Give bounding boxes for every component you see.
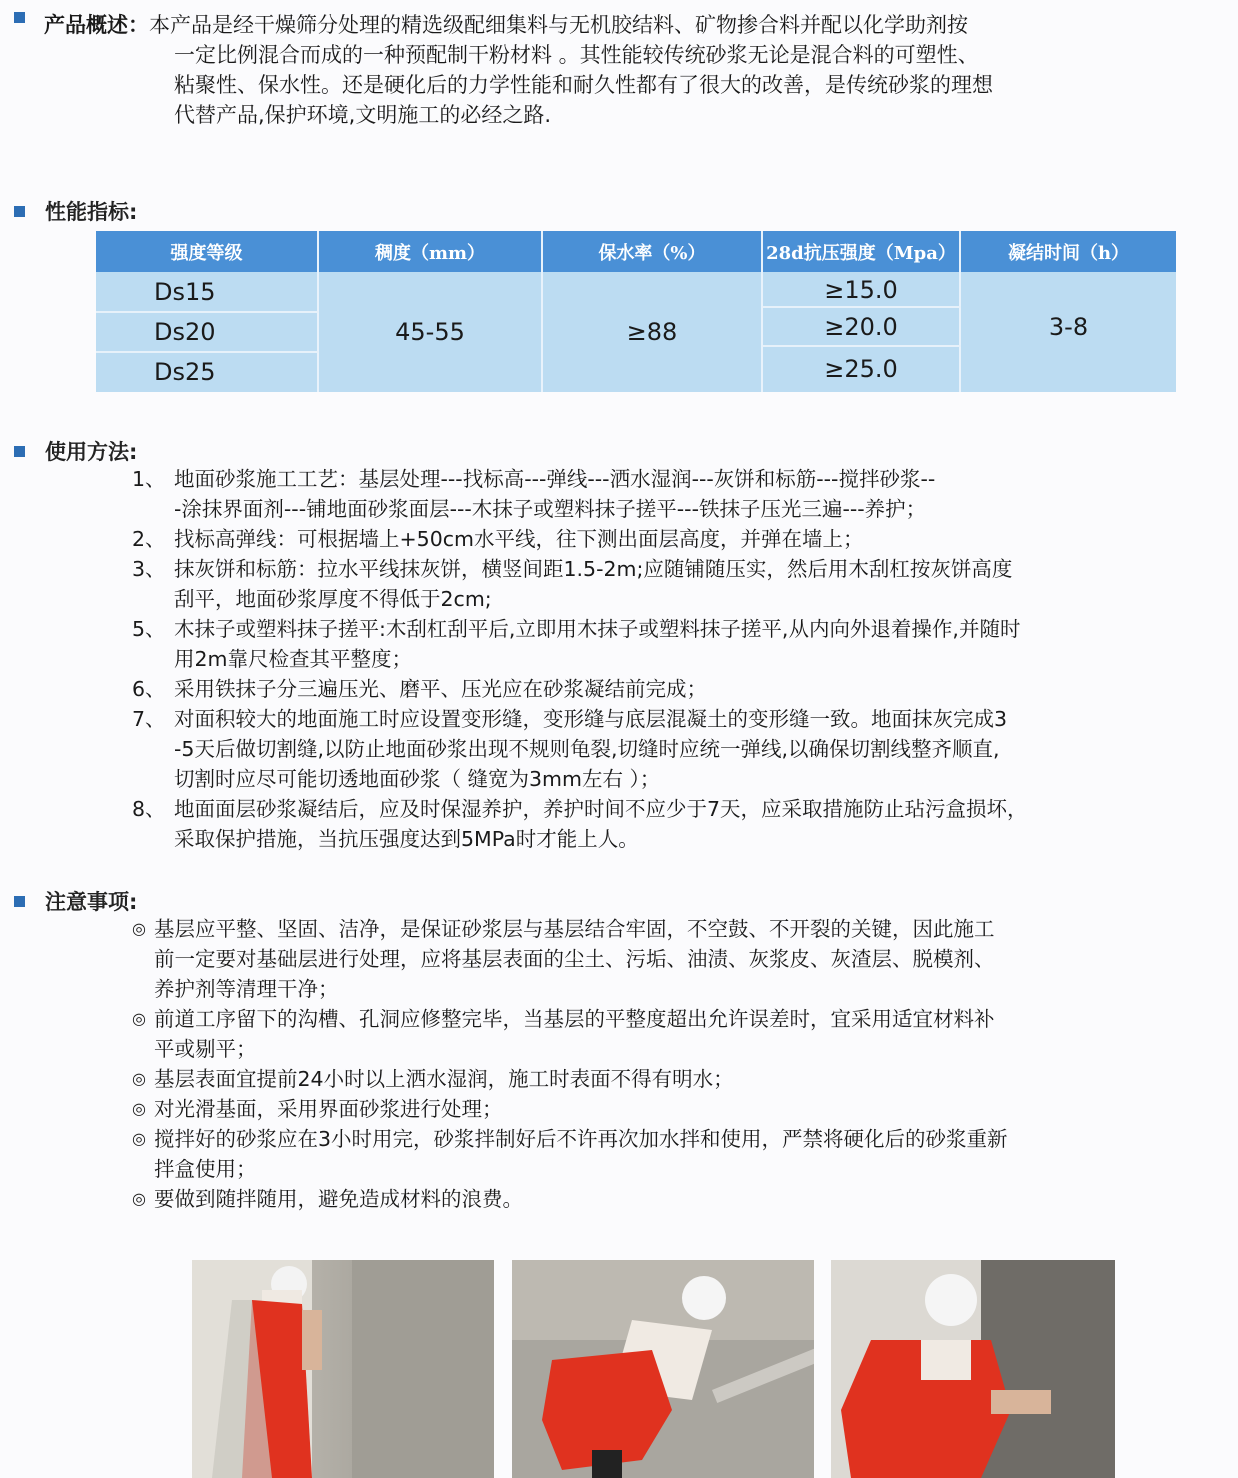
usage-item-text: [174, 674, 1232, 704]
double-circle-icon: ◎: [132, 1189, 146, 1208]
usage-item-line: 采取保护措施，当抗压强度达到5MPa时才能上人。: [174, 827, 639, 851]
usage-item-line: 刮平，地面砂浆厚度不得低于2cm;: [174, 587, 492, 611]
row-divider: [763, 345, 961, 347]
overview-line: 代替产品,保护环境,文明施工的必经之路.: [174, 103, 552, 127]
note-item-text: [154, 1124, 1232, 1184]
grade-cell: Ds25: [96, 352, 319, 392]
strength-cell: ≥25.0: [763, 346, 961, 392]
usage-item-text: [174, 704, 1232, 794]
usage-item-number: 8、: [132, 797, 166, 821]
note-item-line: 基层表面宜提前24小时以上洒水湿润，施工时表面不得有明水；: [154, 1067, 734, 1091]
usage-item-number: 1、: [132, 467, 166, 491]
double-circle-icon: ◎: [132, 919, 146, 938]
note-item-line: 养护剂等清理干净；: [154, 977, 339, 1001]
note-item-line: 前一定要对基础层进行处理，应将基层表面的尘土、污垢、油渍、灰浆皮、灰渣层、脱模剂、: [154, 947, 995, 971]
usage-item: [132, 674, 1232, 704]
usage-item: [132, 524, 1232, 554]
usage-item-line: 木抹子或塑料抹子搓平:木刮杠刮平后,立即用木抹子或塑料抹子搓平,从内向外退着操作,并随时: [174, 617, 1021, 641]
usage-item-line: 地面砂浆施工工艺：基层处理---找标高---弹线---洒水湿润---灰饼和标筋---搅拌砂浆--: [174, 467, 936, 491]
usage-item-number: 7、: [132, 707, 166, 731]
intro-bullet-row: [14, 12, 45, 23]
row-divider: [763, 306, 961, 308]
grade-cell: Ds15: [96, 272, 319, 312]
note-item-line: 前道工序留下的沟槽、孔洞应修整完毕，当基层的平整度超出允许误差时，宜采用适宜材料补: [154, 1007, 995, 1031]
note-item: [132, 1094, 1232, 1124]
double-circle-icon: ◎: [132, 1099, 146, 1118]
notes-heading: [14, 886, 137, 916]
square-bullet-icon: [14, 896, 25, 907]
note-item-line: 平或剔平；: [154, 1037, 257, 1061]
note-item-line: 对光滑基面，采用界面砂浆进行处理；: [154, 1097, 503, 1121]
note-item-text: [154, 1094, 1232, 1124]
note-item-text: [154, 1004, 1232, 1064]
usage-item-line: 抹灰饼和标筋：拉水平线抹灰饼，横竖间距1.5-2m;应随铺随压实，然后用木刮杠按灰饼高度: [174, 557, 1013, 581]
note-item: [132, 1184, 1232, 1214]
header-setting-time: 凝结时间（h）: [961, 231, 1176, 272]
usage-item-number: 2、: [132, 527, 166, 551]
usage-item-text: [174, 554, 1232, 614]
double-circle-icon: ◎: [132, 1129, 146, 1148]
overview-line: 粘聚性、保水性。还是硬化后的力学性能和耐久性都有了很大的改善，是传统砂浆的理想: [174, 73, 993, 97]
worker-floor-photo: [512, 1260, 814, 1478]
note-item-text: [154, 1184, 1232, 1214]
note-item: [132, 1124, 1232, 1184]
usage-list: [132, 464, 1232, 854]
usage-item-line: 对面积较大的地面施工时应设置变形缝，变形缝与底层混凝土的变形缝一致。地面抹灰完成3: [174, 707, 1008, 731]
performance-heading-label: 性能指标:: [45, 200, 138, 224]
grade-cell: Ds20: [96, 312, 319, 352]
notes-list: [132, 914, 1232, 1214]
worker-corner-photo: [831, 1260, 1115, 1478]
usage-item: [132, 464, 1232, 524]
usage-heading-label: 使用方法:: [45, 440, 138, 464]
row-divider: [96, 351, 319, 353]
strength-cell: ≥15.0: [763, 272, 961, 307]
note-item: [132, 1004, 1232, 1064]
note-item-line: 基层应平整、坚固、洁净，是保证砂浆层与基层结合牢固，不空鼓、不开裂的关键，因此施工: [154, 917, 995, 941]
double-circle-icon: ◎: [132, 1069, 146, 1088]
overview-line: 一定比例混合而成的一种预配制干粉材料 。其性能较传统砂浆无论是混合料的可塑性、: [174, 43, 979, 67]
usage-item-line: 找标高弹线：可根据墙上+50cm水平线，往下测出面层高度，并弹在墙上；: [174, 527, 864, 551]
consistency-cell: 45-55: [319, 272, 543, 392]
usage-item-text: [174, 614, 1232, 674]
usage-item: [132, 554, 1232, 614]
notes-heading-label: 注意事项:: [45, 890, 138, 914]
note-item-line: 搅拌好的砂浆应在3小时用完，砂浆拌制好后不许再次加水拌和使用，严禁将硬化后的砂浆重新: [154, 1127, 1008, 1151]
note-item-text: [154, 914, 1232, 1004]
usage-item-line: 切割时应尽可能切透地面砂浆（ 缝宽为3mm左右 ）；: [174, 767, 661, 791]
square-bullet-icon: [14, 206, 25, 217]
strength-cell: ≥20.0: [763, 307, 961, 346]
square-bullet-icon: [14, 446, 25, 457]
performance-heading: [14, 196, 137, 226]
double-circle-icon: ◎: [132, 1009, 146, 1028]
note-item-line: 要做到随拌随用，避免造成材料的浪费。: [154, 1187, 523, 1211]
product-overview: [44, 10, 1194, 130]
usage-item-text: [174, 464, 1232, 524]
usage-heading: [14, 436, 137, 466]
performance-table: [96, 231, 1176, 392]
note-item: [132, 914, 1232, 1004]
usage-item: [132, 794, 1232, 854]
note-item-text: [154, 1064, 1232, 1094]
usage-item-text: [174, 794, 1232, 854]
usage-item-line: -5天后做切割缝,以防止地面砂浆出现不规则龟裂,切缝时应统一弹线,以确保切割线整齐顺直,: [174, 737, 1000, 761]
row-divider: [96, 311, 319, 313]
usage-item-number: 5、: [132, 617, 166, 641]
product-overview-label: 产品概述：: [44, 13, 149, 37]
header-water-retention: 保水率（%）: [543, 231, 763, 272]
usage-item-number: 3、: [132, 557, 166, 581]
usage-item-line: 用2m靠尺检查其平整度；: [174, 647, 413, 671]
setting-time-cell: 3-8: [961, 272, 1176, 392]
overview-line: 本产品是经干燥筛分处理的精选级配细集料与无机胶结料、矿物掺合料并配以化学助剂按: [149, 13, 968, 37]
header-grade: 强度等级: [96, 231, 319, 272]
header-strength: 28d抗压强度（Mpa）: [763, 231, 961, 272]
header-consistency: 稠度（mm）: [319, 231, 543, 272]
usage-item-number: 6、: [132, 677, 166, 701]
usage-item-line: 采用铁抹子分三遍压光、磨平、压光应在砂浆凝结前完成；: [174, 677, 707, 701]
usage-item-line: 地面面层砂浆凝结后，应及时保湿养护，养护时间不应少于7天，应采取措施防止玷污盒损坏，: [174, 797, 1028, 821]
usage-item-text: [174, 524, 1232, 554]
usage-item-line: -涂抹界面剂---铺地面砂浆面层---木抹子或塑料抹子搓平---铁抹子压光三遍---养护；: [174, 497, 927, 521]
note-item: [132, 1064, 1232, 1094]
usage-item: [132, 704, 1232, 794]
water-retention-cell: ≥88: [543, 272, 763, 392]
usage-item: [132, 614, 1232, 674]
note-item-line: 拌盒使用；: [154, 1157, 257, 1181]
square-bullet-icon: [14, 12, 25, 23]
worker-wall-photo: [192, 1260, 494, 1478]
